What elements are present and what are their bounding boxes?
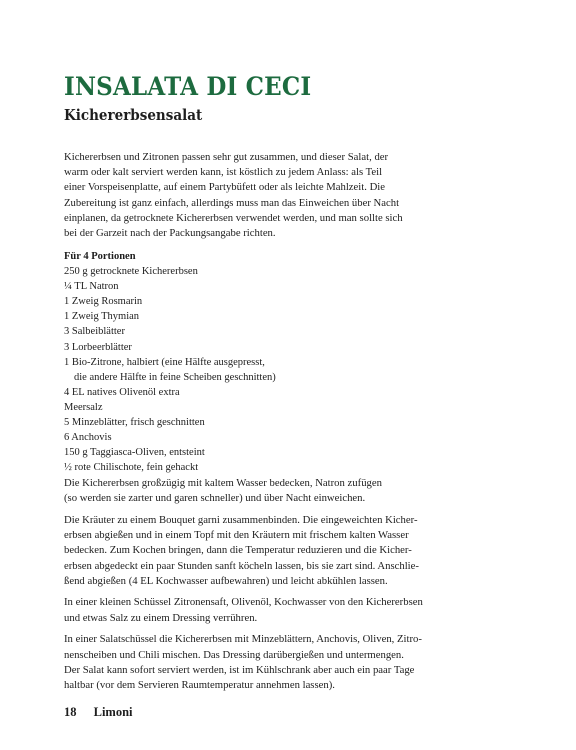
method-section: [64, 476, 524, 700]
ingredient-item: 3 Salbeiblätter: [64, 326, 125, 338]
ingredient-item: 150 g Taggiasca-Oliven, entsteint: [64, 447, 205, 459]
recipe-title: INSALATA DI CECI: [64, 72, 312, 101]
method-line: ßend abgießen (4 EL Kochwasser aufbewahren) und leicht abkühlen lassen.: [64, 574, 388, 587]
intro-line: einer Vorspeisenplatte, auf einem Partybüfett oder als leichte Mahlzeit. Die: [64, 181, 386, 194]
page-number: 18: [64, 705, 77, 719]
intro-line: warm oder kalt serviert werden kann, ist köstlich zu jedem Anlass: als Teil: [64, 166, 383, 179]
ingredient-list: [64, 264, 364, 475]
intro-paragraph: [64, 150, 524, 241]
method-step: [64, 513, 524, 589]
intro-line: bei der Garzeit nach der Packungsangabe richten.: [64, 227, 276, 240]
ingredient-item: ½ rote Chilischote, fein gehackt: [64, 462, 199, 474]
method-line: In einer kleinen Schüssel Zitronensaft, Olivenöl, Kochwasser von den Kichererbsen: [64, 596, 423, 609]
ingredient-item: 4 EL natives Olivenöl extra: [64, 386, 180, 398]
method-line: bedecken. Zum Kochen bringen, dann die Temperatur reduzieren und die Kicher-: [64, 544, 412, 557]
method-line: erbsen abgießen und in einem Topf mit den Kräutern mit frischem kalten Wasser: [64, 529, 409, 542]
method-line: In einer Salatschüssel die Kichererbsen mit Minzeblättern, Anchovis, Oliven, Zitro-: [64, 633, 422, 646]
intro-line: einplanen, da getrocknete Kichererbsen verwendet werden, und man sollte sich: [64, 211, 403, 224]
ingredients-section: [64, 249, 364, 475]
method-line: Die Kichererbsen großzügig mit kaltem Wasser bedecken, Natron zufügen: [64, 477, 382, 489]
page-footer: [64, 704, 133, 720]
intro-line: Kichererbsen und Zitronen passen sehr gut zusammen, und dieser Salat, der: [64, 151, 389, 163]
ingredient-item: 5 Minzeblätter, frisch geschnitten: [64, 417, 205, 429]
recipe-subtitle: Kichererbsensalat: [64, 106, 203, 124]
ingredient-item: 1 Zweig Rosmarin: [64, 296, 143, 308]
method-step: [64, 476, 524, 506]
method-line: Die Kräuter zu einem Bouquet garni zusammenbinden. Die eingeweichten Kicher-: [64, 513, 418, 526]
method-line: (so werden sie zarter und garen schneller) und über Nacht einweichen.: [64, 492, 366, 505]
ingredient-item: 250 g getrocknete Kichererbsen: [64, 266, 198, 278]
ingredient-line: 1 Bio-Zitrone, halbiert (eine Hälfte ausgepresst,: [64, 356, 265, 368]
portions-heading: Für 4 Portionen: [64, 251, 136, 262]
ingredient-item: 3 Lorbeerblätter: [64, 341, 132, 353]
ingredient-item: Meersalz: [64, 401, 103, 413]
method-step: [64, 595, 524, 625]
method-line: erbsen abgedeckt ein paar Stunden sanft köcheln lassen, bis sie zart sind. Anschlie-: [64, 559, 419, 572]
ingredient-item: 1 Zweig Thymian: [64, 311, 140, 323]
method-line: haltbar (vor dem Servieren Raumtemperatur annehmen lassen).: [64, 678, 335, 691]
book-title: Limoni: [93, 705, 133, 719]
method-line: und etwas Salz zu einem Dressing verrühren.: [64, 611, 258, 624]
ingredient-item: ¼ TL Natron: [64, 281, 119, 293]
method-step: [64, 632, 524, 693]
ingredient-item: 6 Anchovis: [64, 432, 112, 444]
ingredient-continuation: die andere Hälfte in feine Scheiben geschnitten): [74, 371, 276, 383]
method-line: Der Salat kann sofort serviert werden, ist im Kühlschrank aber auch ein paar Tage: [64, 663, 415, 676]
ingredient-item: [64, 355, 364, 385]
intro-line: Zubereitung ist ganz einfach, allerdings muss man das Einweichen über Nacht: [64, 196, 400, 209]
method-line: nenscheiben und Chili mischen. Das Dressing darübergießen und untermengen.: [64, 648, 404, 661]
